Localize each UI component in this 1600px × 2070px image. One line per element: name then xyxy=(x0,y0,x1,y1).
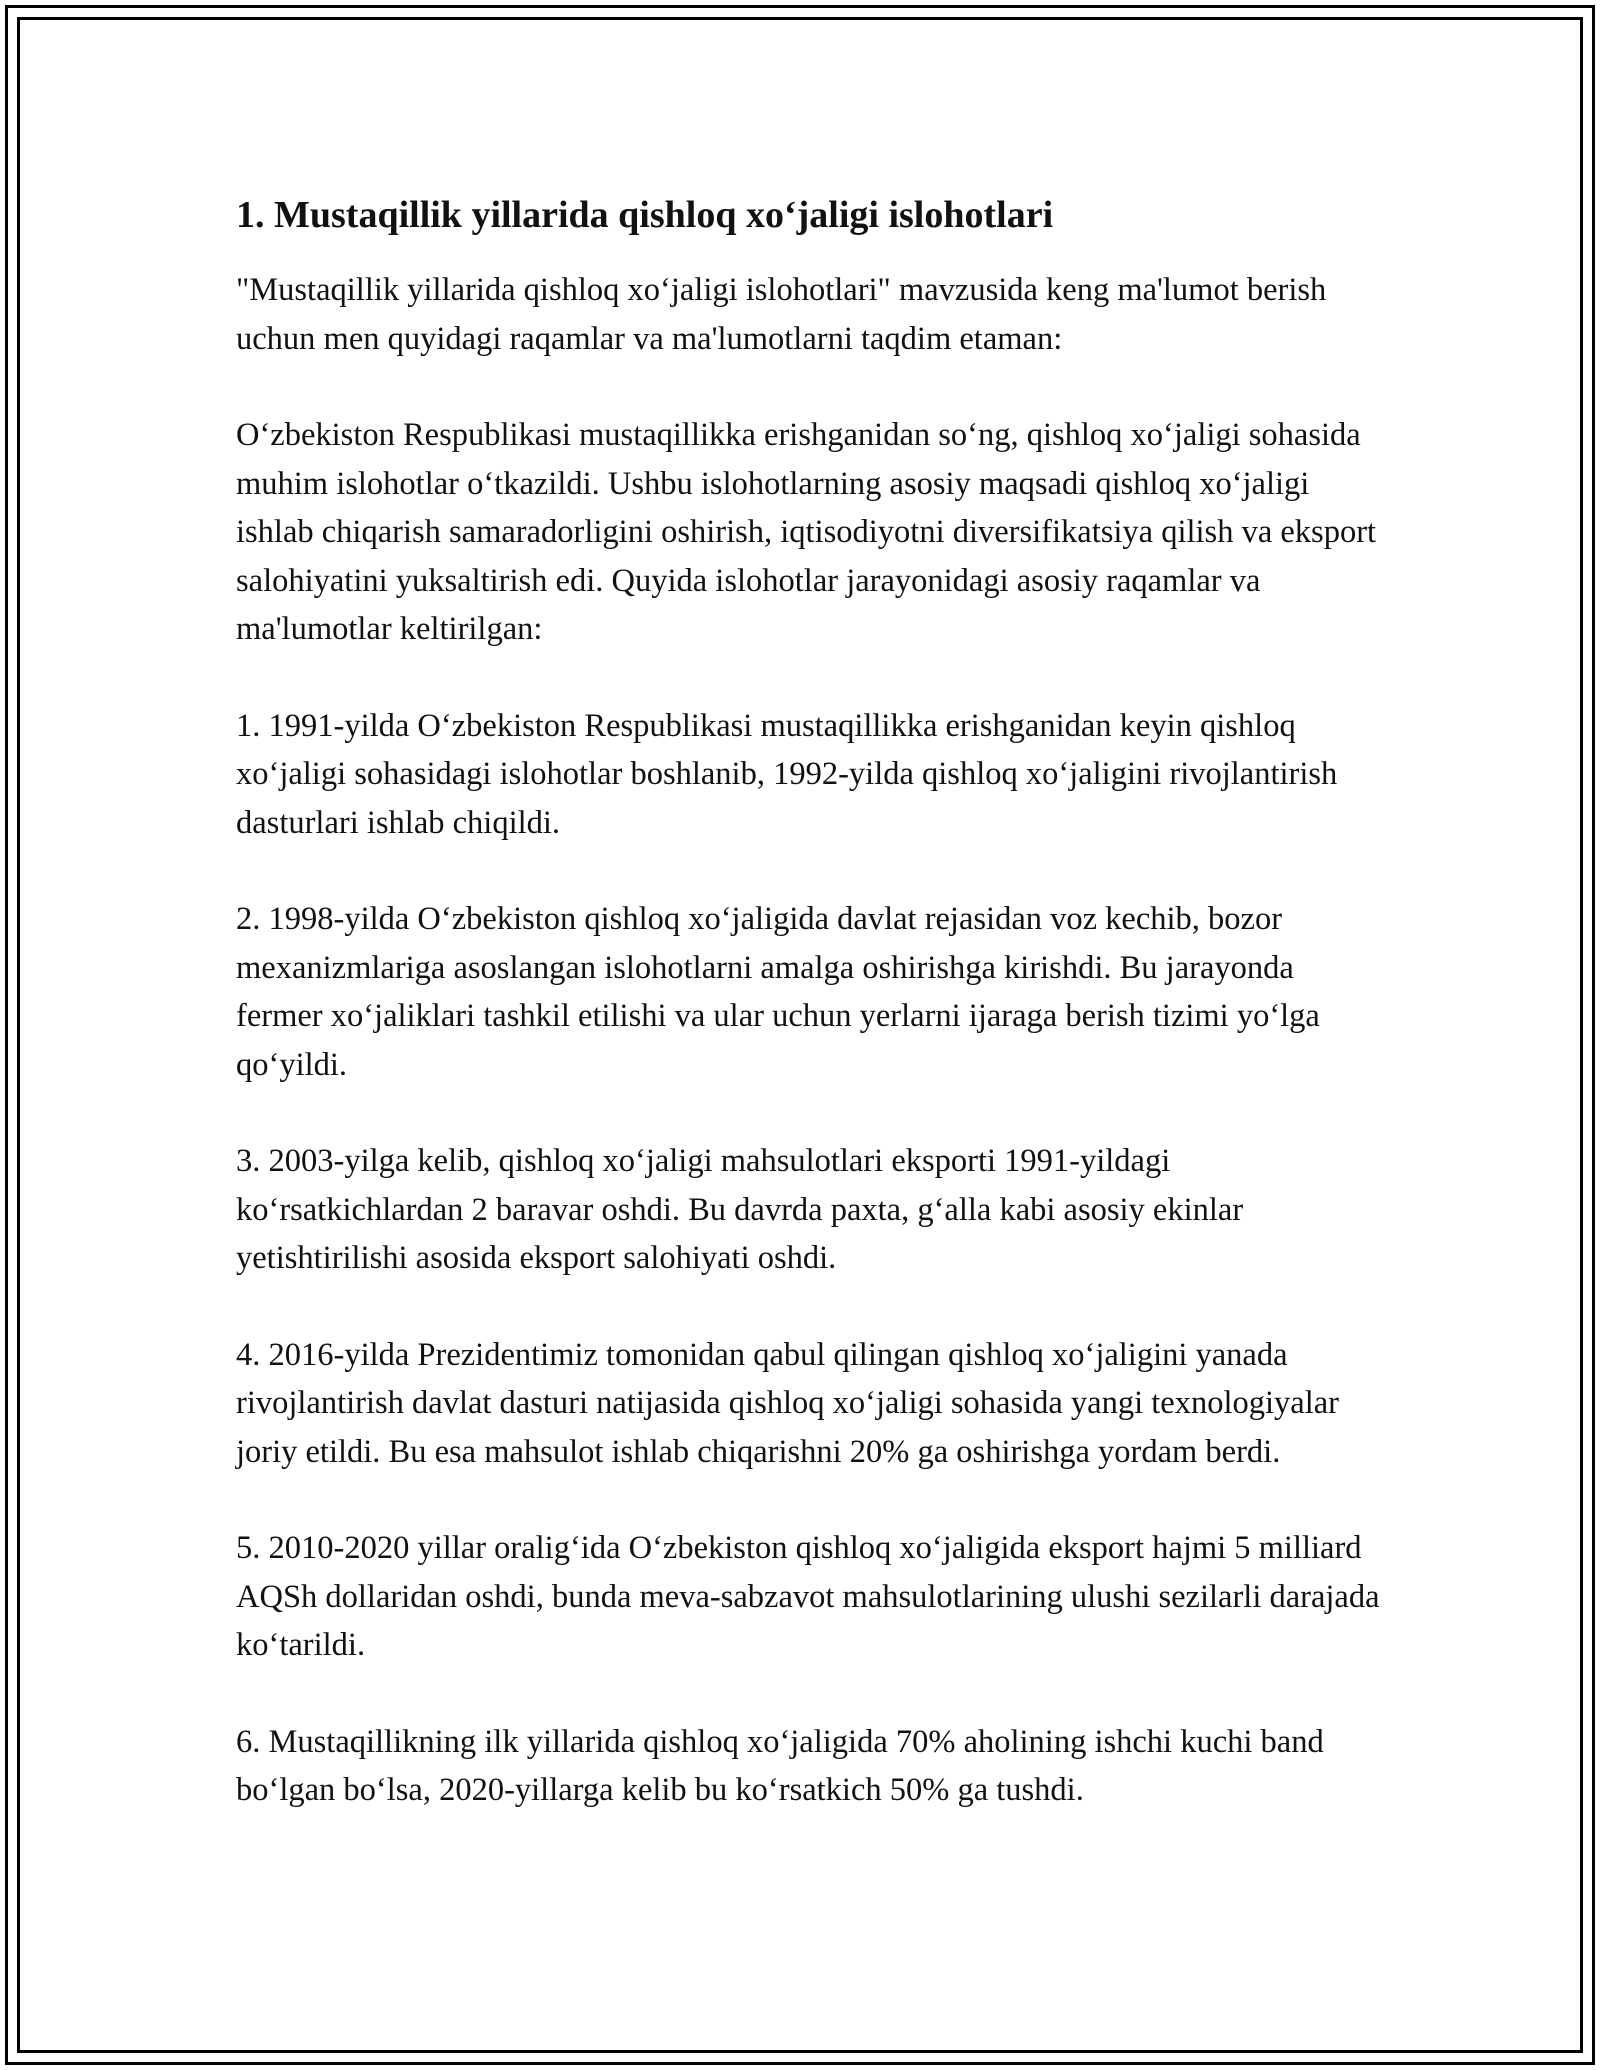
document-title: 1. Mustaqillik yillarida qishloq xo‘jaligi islohotlari xyxy=(236,194,1054,236)
list-item-3: 3. 2003-yilga kelib, qishloq xo‘jaligi mahsulotlari eksporti 1991-yildagi ko‘rsatkichlardan 2 baravar oshdi. Bu davrda paxta, g‘alla kabi asosiy ekinlar yetishtirilishi asosida eksport salohiyati oshdi. xyxy=(236,1143,1244,1276)
list-item-2: 2. 1998-yilda O‘zbekiston qishloq xo‘jaligida davlat rejasidan voz kechib, bozor mexanizmlariga asoslangan islohotlarni amalga oshirishga kirishdi. Bu jarayonda fermer xo‘jaliklari tashkil etilishi va ular uchun yerlarni ijaraga berish tizimi yo‘lga qo‘yildi. xyxy=(236,901,1320,1083)
list-item-4: 4. 2016-yilda Prezidentimiz tomonidan qabul qilingan qishloq xo‘jaligini yanada rivojlantirish davlat dasturi natijasida qishloq xo‘jaligi sohasida yangi texnologiyalar joriy etildi. Bu esa mahsulot ishlab chiqarishni 20% ga oshirishga yordam berdi. xyxy=(236,1336,1339,1470)
list-item-1: 1. 1991-yilda O‘zbekiston Respublikasi mustaqillikka erishganidan keyin qishloq xo‘jaligi sohasidagi islohotlar boshlanib, 1992-yilda qishloq xo‘jaligini rivojlantirish dasturlari ishlab chiqildi. xyxy=(236,707,1338,841)
context-paragraph: O‘zbekiston Respublikasi mustaqillikka erishganidan so‘ng, qishloq xo‘jaligi sohasida muhim islohotlar o‘tkazildi. Ushbu islohotlarning asosiy maqsadi qishloq xo‘jaligi ishlab chiqarish samaradorligini oshirish, iqtisodiyotni diversifikatsiya qilish va eksport salohiyatini yuksaltirish edi. Quyida islohotlar jarayonidagi asosiy raqamlar va ma'lumotlar keltirilgan: xyxy=(236,417,1377,647)
list-item-6: 6. Mustaqillikning ilk yillarida qishloq xo‘jaligida 70% aholining ishchi kuchi band bo‘lgan bo‘lsa, 2020-yillarga kelib bu ko‘rsatkich 50% ga tushdi. xyxy=(236,1723,1324,1808)
intro-paragraph: "Mustaqillik yillarida qishloq xo‘jaligi islohotlari" mavzusida keng ma'lumot berish uchun men quyidagi raqamlar va ma'lumotlarni taqdim etaman: xyxy=(236,272,1327,357)
document-body xyxy=(236,190,1386,1863)
list-item-5: 5. 2010-2020 yillar oralig‘ida O‘zbekiston qishloq xo‘jaligida eksport hajmi 5 milliard AQSh dollaridan oshdi, bunda meva-sabzavot mahsulotlarining ulushi sezilarli darajada ko‘tarildi. xyxy=(236,1530,1380,1663)
